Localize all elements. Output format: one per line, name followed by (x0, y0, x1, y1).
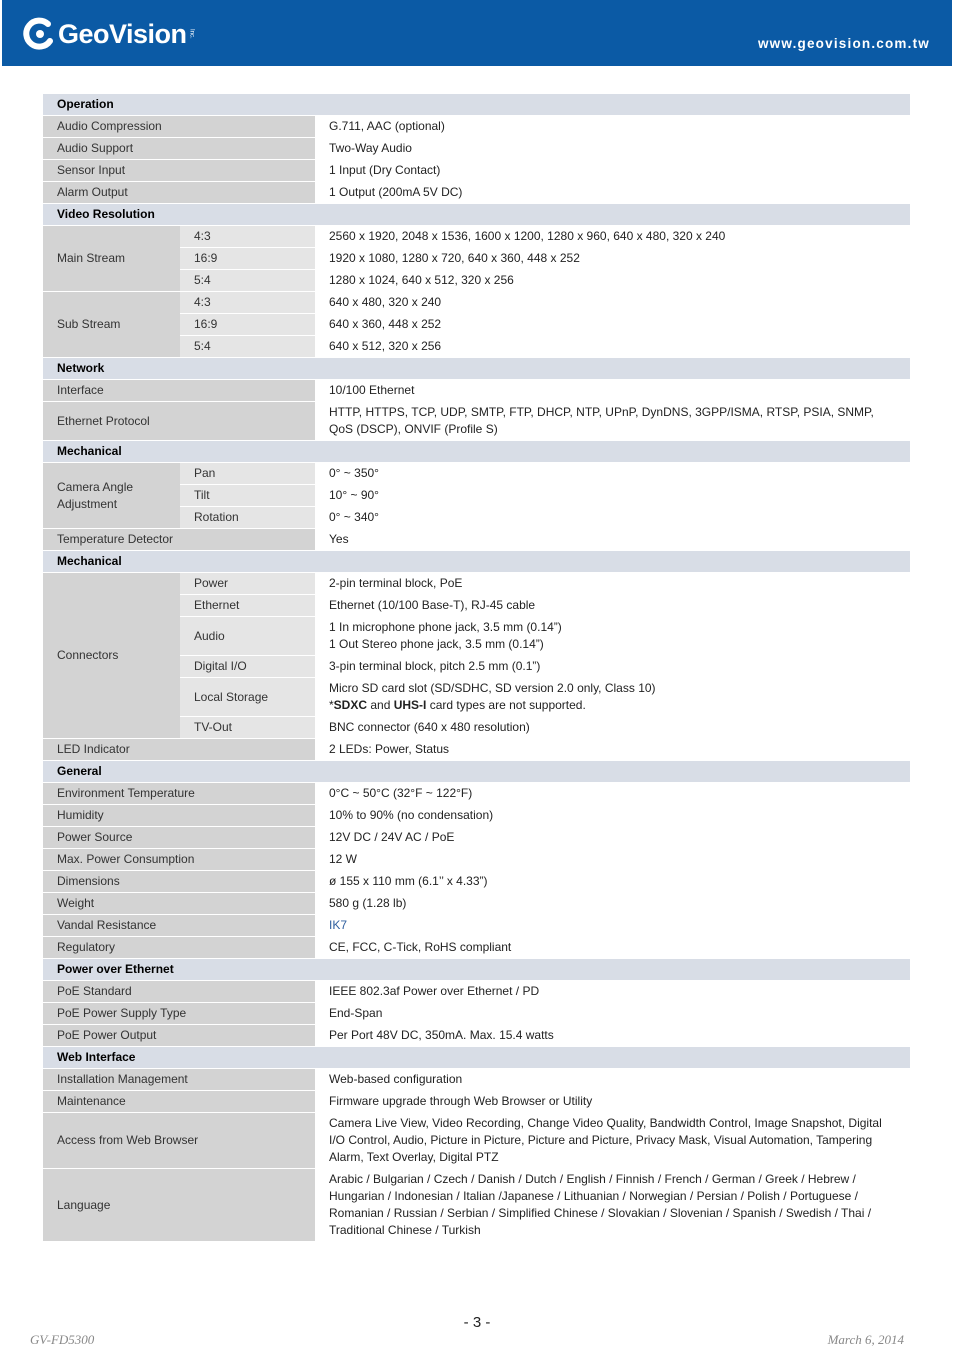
table-row: Weight 580 g (1.28 lb) (43, 893, 910, 915)
table-row: Environment Temperature 0°C ~ 50°C (32°F ~ 122°F) (43, 783, 910, 805)
table-row: Audio Support Two-Way Audio (43, 138, 910, 160)
table-row: 16:9 640 x 360, 448 x 252 (43, 314, 910, 336)
geovision-logo (20, 14, 195, 54)
table-row: Camera Angle Adjustment Pan 0° ~ 350° (43, 463, 910, 485)
section-header-web-interface: Web Interface (43, 1047, 910, 1069)
table-row: Audio 1 In microphone phone jack, 3.5 mm (0.14”) 1 Out Stereo phone jack, 3.5 mm (0.14”) (43, 617, 910, 656)
table-row: LED Indicator 2 LEDs: Power, Status (43, 739, 910, 761)
table-row: Power Source 12V DC / 24V AC / PoE (43, 827, 910, 849)
spec-table (43, 94, 910, 1242)
table-row: PoE Power Supply Type End-Span (43, 1003, 910, 1025)
table-row: PoE Power Output Per Port 48V DC, 350mA. Max. 15.4 watts (43, 1025, 910, 1047)
logo-suffix: Inc. (188, 29, 195, 39)
section-header-mechanical: Mechanical (43, 441, 910, 463)
table-row: PoE Standard IEEE 802.3af Power over Ethernet / PD (43, 981, 910, 1003)
vandal-resistance-link[interactable]: IK7 (315, 915, 910, 937)
footer-date: March 6, 2014 (827, 1332, 904, 1347)
table-row: Audio Compression G.711, AAC (optional) (43, 116, 910, 138)
table-row: Tilt 10° ~ 90° (43, 485, 910, 507)
table-row: Access from Web Browser Camera Live View, Video Recording, Change Video Quality, Bandwidth Control, Image Snapshot, Digital I/O Control, Audio, Picture in Picture, Picture and Picture, Privacy Mask, Visual Automation, Tampering Alarm, Text Overlay, Digital PTZ (43, 1113, 910, 1169)
table-row: Maintenance Firmware upgrade through Web Browser or Utility (43, 1091, 910, 1113)
table-row: Connectors Power 2-pin terminal block, PoE (43, 573, 910, 595)
table-row: Temperature Detector Yes (43, 529, 910, 551)
table-row: Installation Management Web-based configuration (43, 1069, 910, 1091)
page-number: - 3 - (463, 1314, 491, 1331)
local-storage-value: Micro SD card slot (SD/SDHC, SD version 2.0 only, Class 10) *SDXC and UHS-I card types are not supported. (315, 678, 910, 717)
table-row: Sub Stream 4:3 640 x 480, 320 x 240 (43, 292, 910, 314)
table-row: Max. Power Consumption 12 W (43, 849, 910, 871)
table-row: TV-Out BNC connector (640 x 480 resolution) (43, 717, 910, 739)
section-header-mechanical-connectors: Mechanical (43, 551, 910, 573)
section-header-poe: Power over Ethernet (43, 959, 910, 981)
table-row: Regulatory CE, FCC, C-Tick, RoHS compliant (43, 937, 910, 959)
footer-model: GV-FD5300 (30, 1332, 95, 1347)
table-row: 5:4 1280 x 1024, 640 x 512, 320 x 256 (43, 270, 910, 292)
table-row: 16:9 1920 x 1080, 1280 x 720, 640 x 360, 448 x 252 (43, 248, 910, 270)
table-row: Ethernet Ethernet (10/100 Base-T), RJ-45 cable (43, 595, 910, 617)
table-row: Dimensions ø 155 x 110 mm (6.1’’ x 4.33”) (43, 871, 910, 893)
table-row: Ethernet Protocol HTTP, HTTPS, TCP, UDP, SMTP, FTP, DHCP, NTP, UPnP, DynDNS, 3GPP/ISMA, RTSP, PSIA, SNMP, QoS (DSCP), ONVIF (Profile S) (43, 402, 910, 441)
table-row: Sensor Input 1 Input (Dry Contact) (43, 160, 910, 182)
table-row: Digital I/O 3-pin terminal block, pitch 2.5 mm (0.1”) (43, 656, 910, 678)
table-row: Local Storage Micro SD card slot (SD/SDHC, SD version 2.0 only, Class 10) *SDXC and UHS-I card types are not supported. (43, 678, 910, 717)
table-row: Humidity 10% to 90% (no condensation) (43, 805, 910, 827)
logo-text: GeoVision (58, 18, 187, 49)
audio-connector-value: 1 In microphone phone jack, 3.5 mm (0.14”) 1 Out Stereo phone jack, 3.5 mm (0.14”) (315, 617, 910, 656)
table-row: Main Stream 4:3 2560 x 1920, 2048 x 1536, 1600 x 1200, 1280 x 960, 640 x 480, 320 x 240 (43, 226, 910, 248)
logo-swoosh-icon (20, 17, 54, 51)
table-row: 5:4 640 x 512, 320 x 256 (43, 336, 910, 358)
storage-note: *SDXC and UHS-I card types are not supported. (329, 698, 586, 712)
table-row: Vandal Resistance IK7 (43, 915, 910, 937)
section-header-operation: Operation (43, 94, 910, 116)
table-row: Rotation 0° ~ 340° (43, 507, 910, 529)
website-link[interactable]: www.geovision.com.tw (757, 36, 930, 51)
page-header (2, 0, 952, 66)
table-row: Interface 10/100 Ethernet (43, 380, 910, 402)
section-header-video-resolution: Video Resolution (43, 204, 910, 226)
table-row: Language Arabic / Bulgarian / Czech / Danish / Dutch / English / Finnish / French / German / Greek / Hebrew / Hungarian / Indonesian / Italian /Japanese / Lithuanian / Norwegian / Persian / Polish / Portuguese / Romanian / Russian / Serbian / Simplified Chinese / Slovakian / Slovenian / Spanish / Swedish / Thai / Traditional Chinese / Turkish (43, 1169, 910, 1242)
section-header-general: General (43, 761, 910, 783)
section-header-network: Network (43, 358, 910, 380)
table-row: Alarm Output 1 Output (200mA 5V DC) (43, 182, 910, 204)
